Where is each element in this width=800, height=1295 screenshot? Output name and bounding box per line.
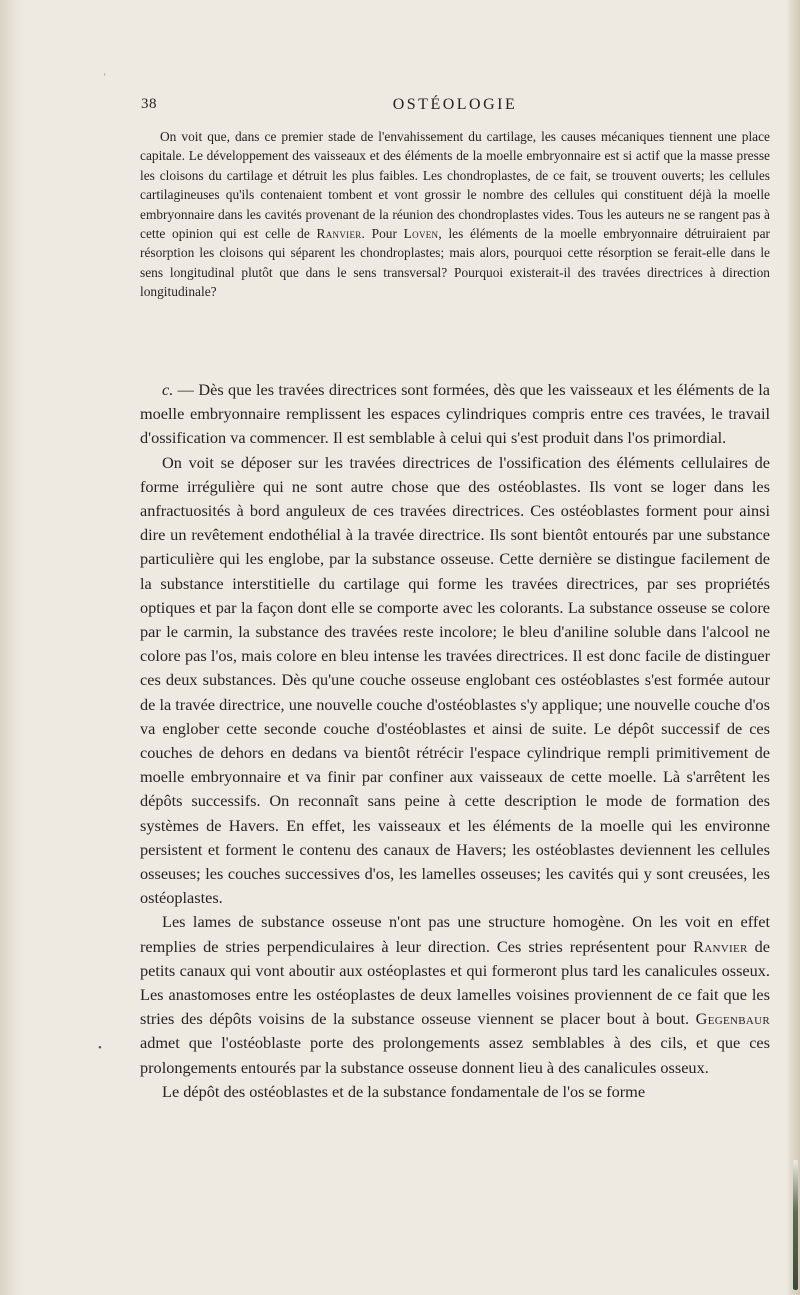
- body-paragraph-3-text-a: Les lames de substance osseuse n'ont pas une structure homogène. On les voit en effet remplies de stries perpendiculaires à leur direction. Ces stries représentent pour: [140, 912, 770, 956]
- body-paragraph-3-text-c: admet que l'ostéoblaste porte des prolongements assez semblables à des cils, et que ces prolongements entourés par la substance osseuse donnent lieu à des canalicules osseux.: [140, 1033, 770, 1077]
- running-title: OSTÉOLOGIE: [392, 96, 518, 113]
- body-paragraph-1-text: — Dès que les travées directrices sont formées, dès que les vaisseaux et les éléments de la moelle embryonnaire remplissent les espaces cylindriques compris entre ces travées, le travail d'ossification va commencer. Il est semblable à celui qui s'est produit dans l'os primordial.: [140, 380, 770, 448]
- binding-mark: [793, 1160, 798, 1290]
- author-loven: Loven: [403, 226, 439, 242]
- note-text-c: , les éléments de la moelle embryonnaire détruiraient par résorption les cloisons qui séparent les chondroplastes; mais alors, pourquoi cette résorption se ferait-elle dans le sens longitudinal plutôt que dans le sens transversal? Pourquoi existerait-il des travées directrices à direction longitudinale?: [140, 226, 770, 300]
- stray-mark: ': [104, 72, 106, 82]
- body-paragraph-3-text-b: de petits canaux qui vont aboutir aux ostéoplastes et qui formeront plus tard les canalicules osseux. Les anastomoses entre les ostéoplastes de deux lamelles voisines proviennent de ce fait que les stries des dépôts voisins de la substance osseuse viennent se placer bout à bout.: [140, 936, 770, 1029]
- main-text: [140, 378, 770, 1104]
- body-paragraph-4: Le dépôt des ostéoblastes et de la substance fondamentale de l'os se forme: [162, 1081, 646, 1101]
- note-text-a: On voit que, dans ce premier stade de l'envahissement du cartilage, les causes mécaniques tiennent une place capitale. Le développement des vaisseaux et des éléments de la moelle embryonnaire est si actif que la masse presse les cloisons du cartilage et détruit les plus faibles. Les chondroplastes, de ce fait, se trouvent ouverts; les cellules cartilagineuses qu'ils contenaient tombent et vont grossir le nombre des cellules qui constituent déjà la moelle embryonnaire dans les cavités provenant de la réunion des chondroplastes vides. Tous les auteurs ne se rangent pas à cette opinion qui est celle de: [140, 129, 770, 242]
- note-paragraph: [140, 127, 770, 302]
- page-number: 38: [141, 96, 157, 112]
- running-head: [141, 96, 769, 120]
- body-paragraph-2: On voit se déposer sur les travées directrices de l'ossification des éléments cellulaires de forme irrégulière qui ne sont autre chose que des ostéoblastes. Ils vont se loger dans les anfractuosités à bord anguleux de ces travées directrices. Ces ostéoblastes forment pour ainsi dire un revêtement endothélial à la travée directrice. Ils sont bientôt entourés par une substance particulière qui les englobe, par la substance osseuse. Cette dernière se distingue facilement de la substance interstitielle du cartilage qui forme les travées directrices, par ses propriétés optiques et par la façon dont elle se comporte avec les colorants. La substance osseuse se colore par le carmin, la substance des travées reste incolore; le bleu d'aniline soluble dans l'alcool ne colore pas l'os, mais colore en bleu intense les travées directrices. Il est donc facile de distinguer ces deux substances. Dès qu'une couche osseuse englobant ces ostéoblastes s'est formée autour de la travée directrice, une nouvelle couche d'ostéoblastes s'y applique; une nouvelle couche d'os va englober cette seconde couche d'ostéoblastes et ainsi de suite. Le dépôt successif de ces couches de dehors en dedans va bientôt rétrécir l'espace cylindrique rempli primitivement de moelle embryonnaire et va finir par confiner aux vaisseaux de cette moelle. Là s'arrêtent les dépôts successifs. On reconnaît sans peine à cette description le mode de formation des systèmes de Havers. En effet, les vaisseaux et les éléments de la moelle qui les environne persistent et forment le contenu des canaux de Havers; les ostéoblastes deviennent les cellules osseuses; les couches successives d'os, les lamelles osseuses; les cavités qui y sont creusées, les ostéoplastes.: [140, 452, 770, 908]
- section-letter: c.: [162, 380, 174, 399]
- author-gegenbaur: Gegenbaur: [695, 1009, 770, 1029]
- body-paragraph-1: [140, 378, 770, 451]
- author-ranvier-2: Ranvier: [693, 936, 748, 956]
- author-ranvier: Ranvier: [316, 226, 362, 242]
- margin-bullet: •: [98, 1042, 102, 1054]
- body-paragraph-3: [140, 910, 770, 1079]
- small-print-note: [140, 127, 770, 302]
- note-text-b: . Pour: [361, 226, 404, 242]
- page-edge-left: [0, 0, 26, 1295]
- page-edge-right: [786, 0, 800, 1295]
